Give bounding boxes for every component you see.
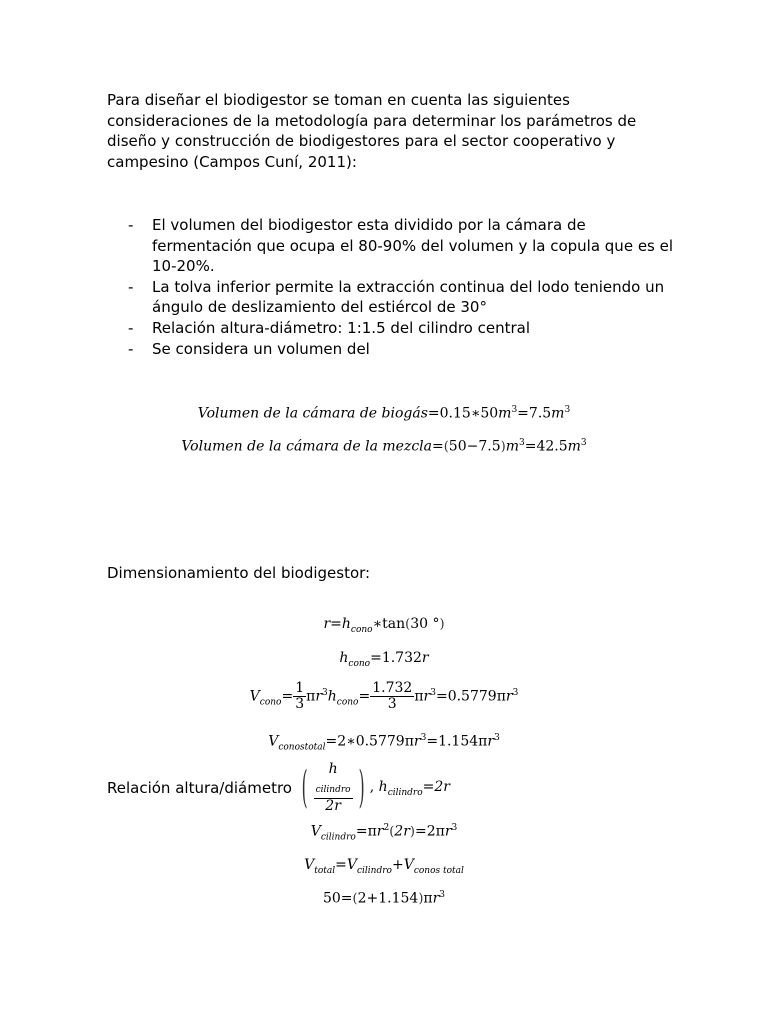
eq1-exp2: 3: [564, 405, 571, 415]
equation-biogas-chamber: Volumen de la cámara de $biogás=0.15∗50m^3=7.5m^3$: [197, 405, 571, 422]
list-item-text: Relación altura-diámetro: 1:1.5 del cilindro central: [152, 318, 531, 337]
bullet-marker: -: [128, 216, 134, 234]
eq6-pi2: π: [478, 733, 488, 750]
equation-total-volume: $V_{total}=V_{cilindro}+V_{conos total}$: [304, 857, 464, 876]
eq5-exp3: 3: [512, 687, 519, 698]
eq1-unit2: m: [551, 405, 565, 422]
eq1-lhs: Volumen de la cámara de biogás: [197, 405, 428, 422]
eq3-func: tan: [382, 616, 406, 632]
eq5-r3: r: [505, 688, 513, 705]
bullet-marker: -: [128, 339, 134, 358]
eq2-unit: m: [505, 438, 519, 455]
eq7-sub: cilindro: [315, 784, 351, 795]
equation-final: $50=(2+1.154)\pi r^3$: [322, 890, 446, 907]
eq8-exp3: 3: [451, 823, 458, 833]
eq6-r: r: [413, 733, 421, 750]
eq8-pi: π: [367, 823, 377, 840]
eq7-den: 2r: [325, 797, 341, 814]
eq6-exp2: 3: [494, 733, 500, 743]
eq5-hsub: cono: [336, 697, 359, 708]
eq5-h: h: [327, 688, 337, 705]
eq5-den2: 3: [387, 696, 397, 712]
eq8-sub: cilindro: [320, 832, 356, 843]
eq2-lhs: Volumen de la cámara de la mezcla: [181, 438, 432, 455]
eq2-result: 42.5: [536, 438, 568, 455]
equation-mixture-chamber: Volumen de la cámara de la $mezcla=(50-7.5)m^3=42.5m^3$: [181, 438, 587, 455]
eq8-exp2: 2: [383, 823, 390, 833]
eq4-sub: cono: [348, 658, 371, 669]
eq8-coef: 2: [426, 823, 436, 840]
eq2-unit2: m: [567, 438, 581, 455]
eq1-result: 7.5: [528, 405, 552, 422]
eq6-coef: 2∗0.5779: [337, 733, 405, 750]
eq5-exp2: 3: [430, 687, 436, 698]
relation-line: Relación altura/diámetro ( h $_{cilindro}$ 2r ) , $h_{cilindro}=2r$: [107, 761, 450, 814]
eq7-rhs-h: h: [378, 778, 388, 795]
eq4-rhs: 1.732: [381, 650, 422, 666]
eq5-fraction-1: [293, 681, 306, 712]
eq8-V: V: [310, 823, 321, 840]
eq6-r2: r: [487, 733, 495, 750]
eq2-exp2: 3: [580, 438, 587, 448]
section-heading: Dimensionamiento del biodigestor:: [107, 564, 371, 582]
list-item-text: Se considera un volumen del: [152, 339, 370, 358]
eq7-fraction: [314, 762, 353, 814]
list-item-text: El volumen del biodigestor esta dividido por la cámara de fermentación que ocupa el 80-90% del volumen y la copula que es el 10-20%.: [152, 216, 674, 276]
eq1-exp: 3: [511, 405, 518, 415]
equation-cylinder-volume: $V_{cilindro}=\pi r^2(2r)=2\pi r^3$: [310, 823, 458, 843]
eq4-var: r: [421, 650, 429, 666]
eq2-exp: 3: [518, 438, 525, 448]
eq3-h: h: [341, 616, 351, 632]
eq5-fraction-2: [370, 681, 414, 712]
eq8-pi2: π: [435, 823, 445, 840]
eq9-sub2: cilindro: [357, 865, 392, 876]
eq9-sub: total: [314, 865, 336, 876]
bullet-marker: -: [128, 277, 134, 296]
eq6-result: 1.154: [438, 733, 479, 750]
list-item: [107, 215, 687, 277]
eq10-r: r: [432, 890, 440, 907]
eq3-sub: cono: [350, 624, 373, 635]
equation-radius: $r=h_{cono}∗\tan(30$ °): [323, 616, 445, 635]
eq5-num2: 1.732: [372, 680, 413, 696]
eq6-pi: π: [404, 733, 414, 750]
eq5-pi3: π: [496, 688, 506, 705]
eq1-product: 0.15∗50: [439, 405, 499, 422]
equation-cone-height: $h_{cono}=1.732r$: [339, 650, 429, 669]
eq6-V: V: [268, 733, 279, 750]
bullet-marker: -: [128, 318, 134, 337]
eq1-unit: m: [498, 405, 512, 422]
relation-label: Relación altura/diámetro: [107, 778, 292, 797]
eq5-r2: r: [423, 688, 431, 705]
eq5-num1: 1: [295, 680, 305, 696]
eq10-paren: 2+1.154: [357, 890, 419, 907]
eq7-h: h: [328, 761, 338, 777]
eq9-sub3: conos total: [413, 865, 464, 876]
eq9-V: V: [304, 857, 315, 873]
eq5-den1: 3: [295, 696, 305, 712]
eq3-arg: 30 °: [410, 616, 440, 632]
eq7-rhs: 2r: [434, 778, 450, 795]
list-item: [107, 318, 687, 339]
eq6-sub: conostotal: [278, 742, 326, 753]
eq5-V: V: [249, 688, 260, 705]
eq8-paren: 2r: [394, 823, 410, 840]
eq3-op: ∗: [372, 616, 383, 632]
eq5-sub: cono: [259, 697, 282, 708]
considerations-list: [107, 215, 687, 359]
eq5-exp: 3: [322, 687, 328, 698]
eq5-pi: π: [306, 688, 316, 705]
equation-cone-volume: $V_{cono}=$ $\frac{1}{3}$ $\pi r^3h_{cono}=$ $\frac{1.732}{3}$ $\pi r^3=0.5779\pi r^3$: [249, 680, 519, 712]
list-item: [107, 339, 687, 360]
eq10-exp: 3: [439, 890, 446, 900]
eq2-paren: 50−7.5: [448, 438, 501, 455]
list-item-text: La tolva inferior permite la extracción continua del lodo teniendo un ángulo de deslizamiento del estiércol de 30°: [152, 277, 665, 317]
eq6-exp: 3: [420, 733, 427, 743]
eq8-r: r: [376, 823, 384, 840]
eq3-lhs: r: [323, 616, 331, 632]
intro-paragraph: Para diseñar el biodigestor se toman en cuenta las siguientes consideraciones de la metodología para determinar los parámetros de diseño y construcción de biodigestores para el sector cooperativo y campesino (Campos Cuní, 2011):: [107, 91, 637, 171]
eq9-V3: V: [403, 857, 414, 873]
eq5-r: r: [315, 688, 323, 705]
eq8-r2: r: [444, 823, 452, 840]
eq4-h: h: [339, 650, 349, 666]
list-item: [107, 277, 687, 318]
eq10-lhs: 50: [322, 890, 341, 907]
eq5-pi2: π: [414, 688, 424, 705]
equation-total-cone-volume: $V_{conostotal}=2∗0.5779\pi r^3=1.154\pi r^3$: [268, 733, 500, 753]
eq7-rhs-sub: cilindro: [387, 787, 423, 798]
eq5-result: 0.5779: [447, 688, 497, 705]
eq10-pi: π: [423, 890, 433, 907]
eq9-V2: V: [346, 857, 357, 873]
